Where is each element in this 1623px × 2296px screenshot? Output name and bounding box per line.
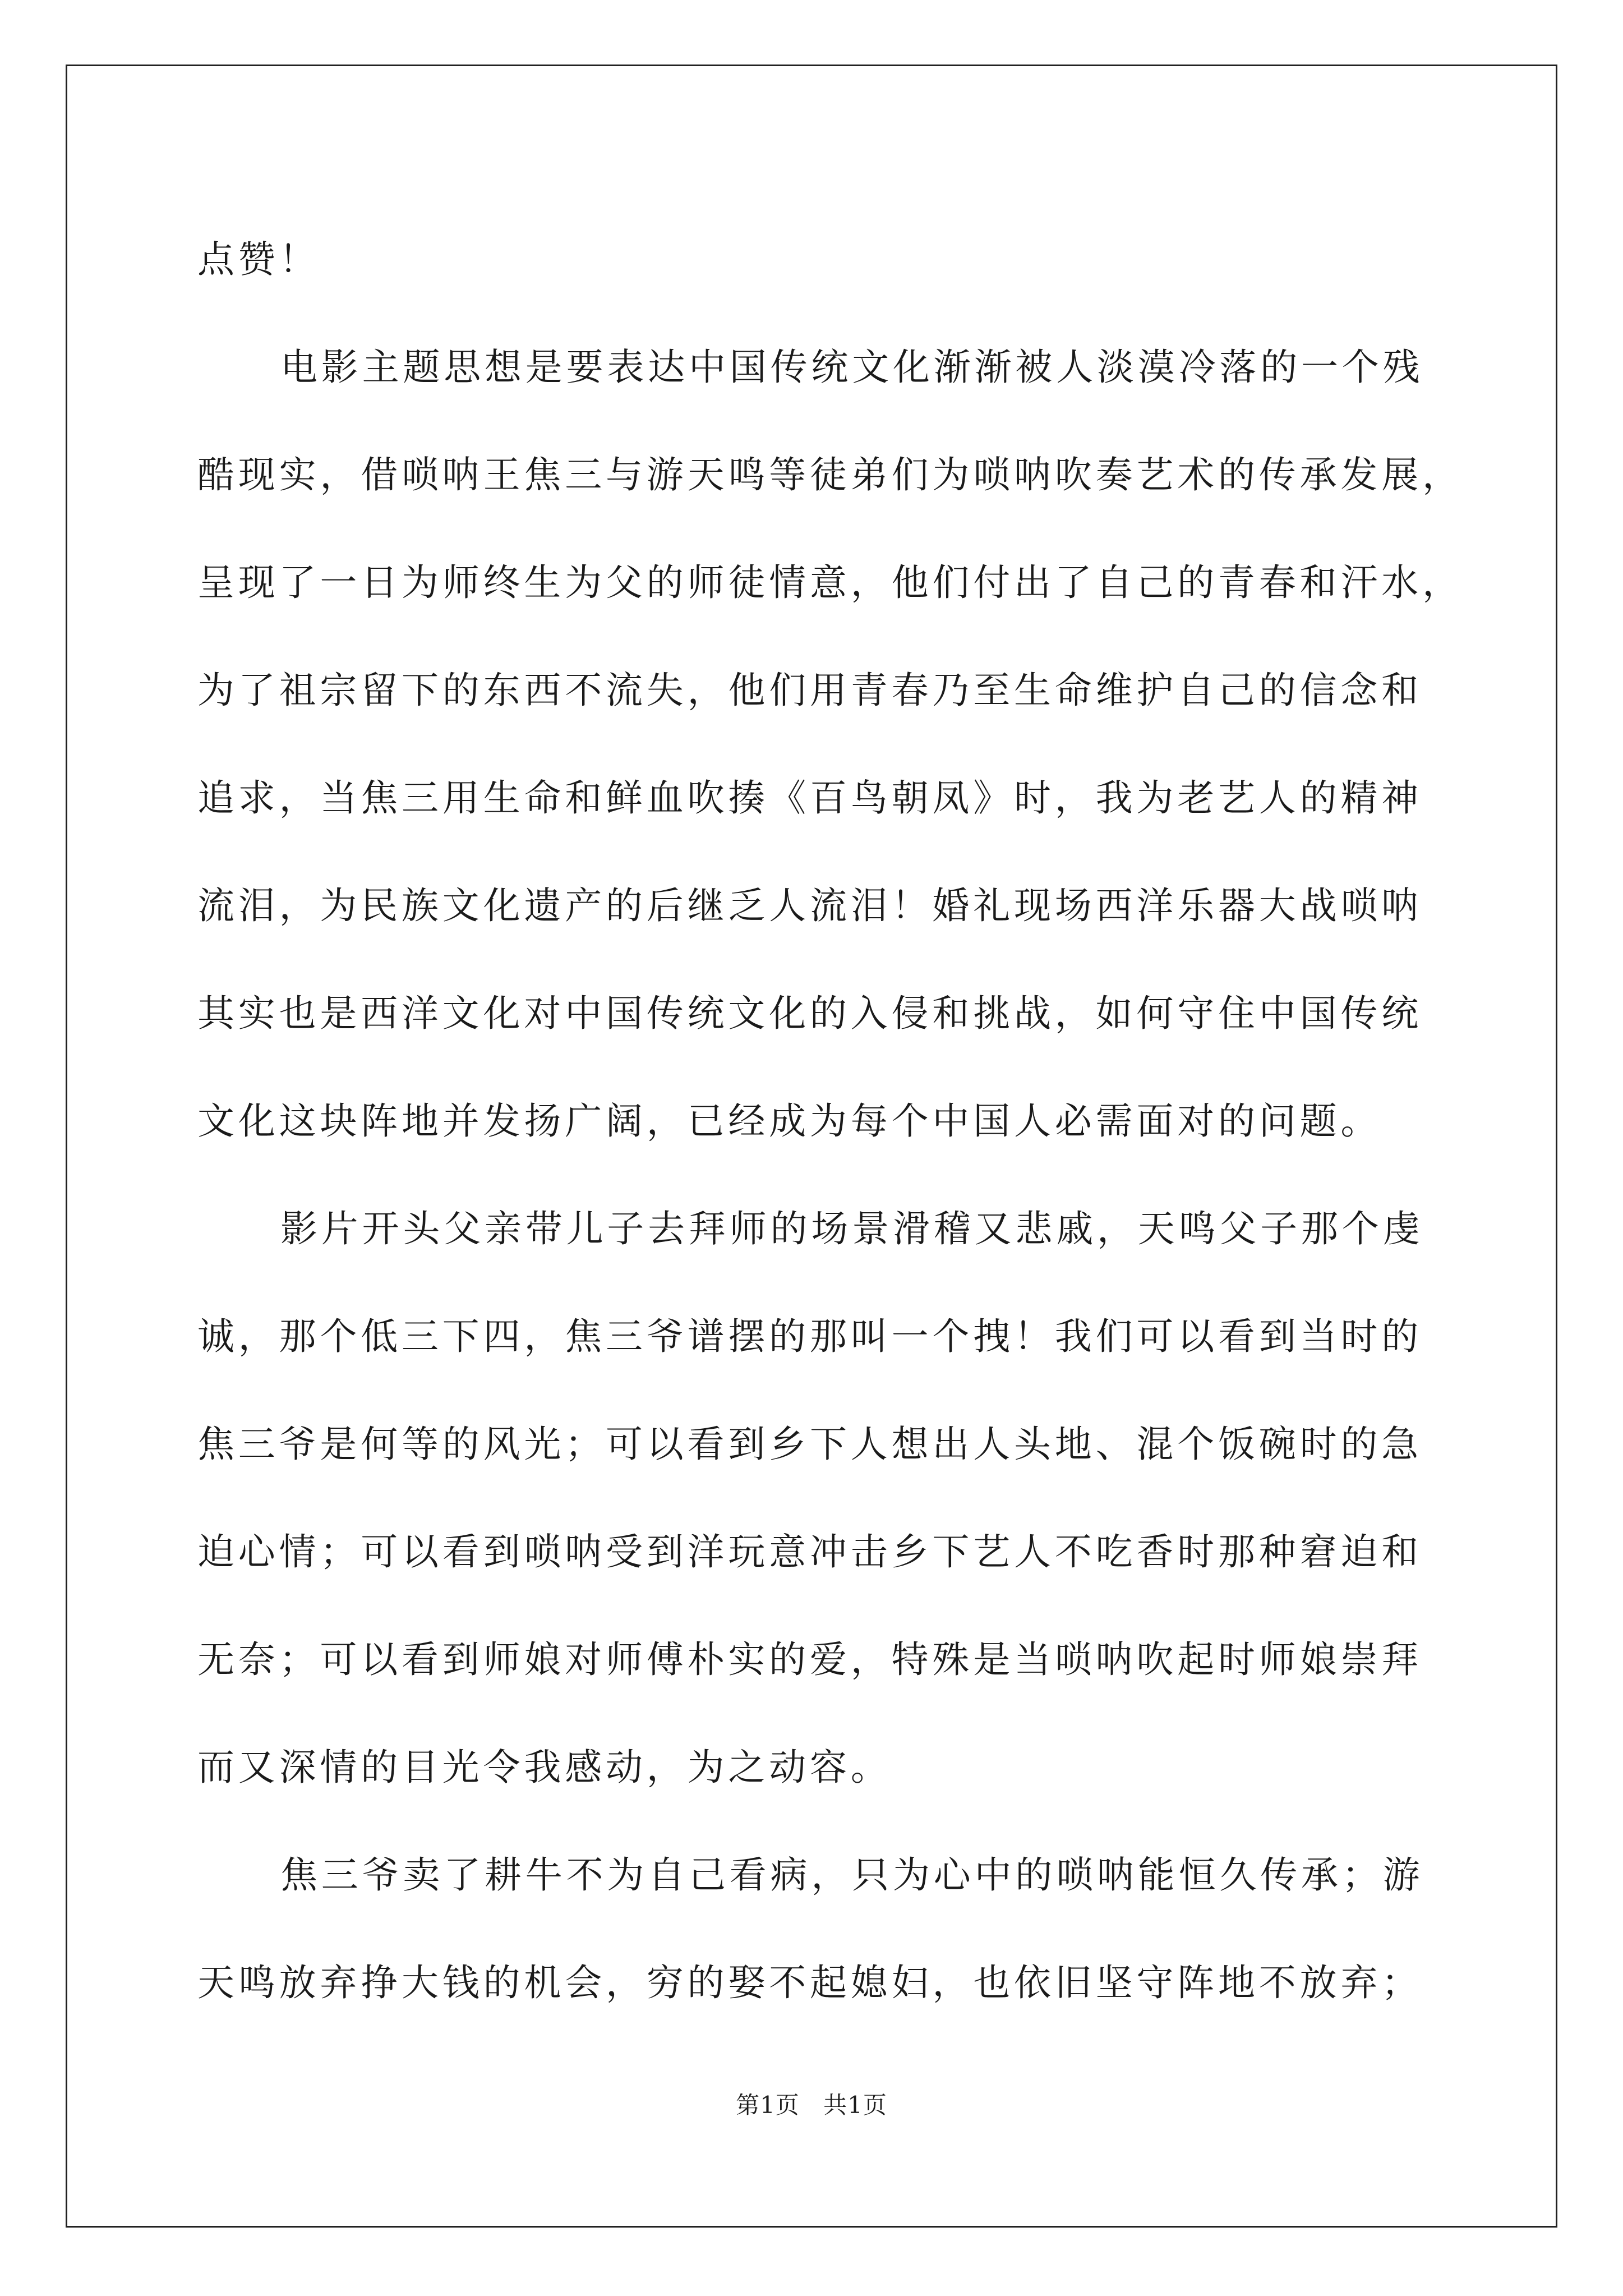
document-body — [197, 202, 1463, 2033]
text-line: 天鸣放弃挣大钱的机会，穷的娶不起媳妇，也依旧坚守阵地不放弃； — [197, 1961, 1422, 2004]
text-line: 点赞！ — [197, 237, 320, 281]
text-line: 其实也是西洋文化对中国传统文化的入侵和挑战，如何守住中国传统 — [197, 991, 1422, 1035]
text-line: 呈现了一日为师终生为父的师徒情意，他们付出了自己的青春和汗水， — [197, 560, 1463, 604]
text-line: 焦三爷卖了耕牛不为自己看病，只为心中的唢呐能恒久传承；游 — [280, 1853, 1424, 1897]
text-line: 文化这块阵地并发扬广阔，已经成为每个中国人必需面对的问题。 — [197, 1099, 1382, 1143]
text-line: 流泪，为民族文化遗产的后继乏人流泪！婚礼现场西洋乐器大战唢呐 — [197, 884, 1422, 927]
page-number-current: 第1页 — [736, 2091, 800, 2119]
page-number-total: 共1页 — [823, 2091, 887, 2119]
text-line: 迫心情；可以看到唢呐受到洋玩意冲击乡下艺人不吃香时那种窘迫和 — [197, 1530, 1422, 1573]
text-line: 影片开头父亲带儿子去拜师的场景滑稽又悲戚，天鸣父子那个虔 — [280, 1207, 1424, 1250]
text-line: 无奈；可以看到师娘对师傅朴实的爱，特殊是当唢呐吹起时师娘崇拜 — [197, 1637, 1422, 1681]
text-line: 酷现实，借唢呐王焦三与游天鸣等徒弟们为唢呐吹奏艺术的传承发展， — [197, 453, 1463, 496]
text-line: 追求，当焦三用生命和鲜血吹揍《百鸟朝凤》时，我为老艺人的精神 — [197, 776, 1422, 820]
text-line: 焦三爷是何等的风光；可以看到乡下人想出人头地、混个饭碗时的急 — [197, 1422, 1422, 1466]
text-line: 电影主题思想是要表达中国传统文化渐渐被人淡漠冷落的一个残 — [280, 345, 1424, 389]
text-line: 而又深情的目光令我感动，为之动容。 — [197, 1745, 892, 1789]
text-line: 为了祖宗留下的东西不流失，他们用青春乃至生命维护自己的信念和 — [197, 668, 1422, 712]
text-line: 诚，那个低三下四，焦三爷谱摆的那叫一个拽！我们可以看到当时的 — [197, 1314, 1422, 1358]
page-footer — [0, 2087, 1623, 2120]
